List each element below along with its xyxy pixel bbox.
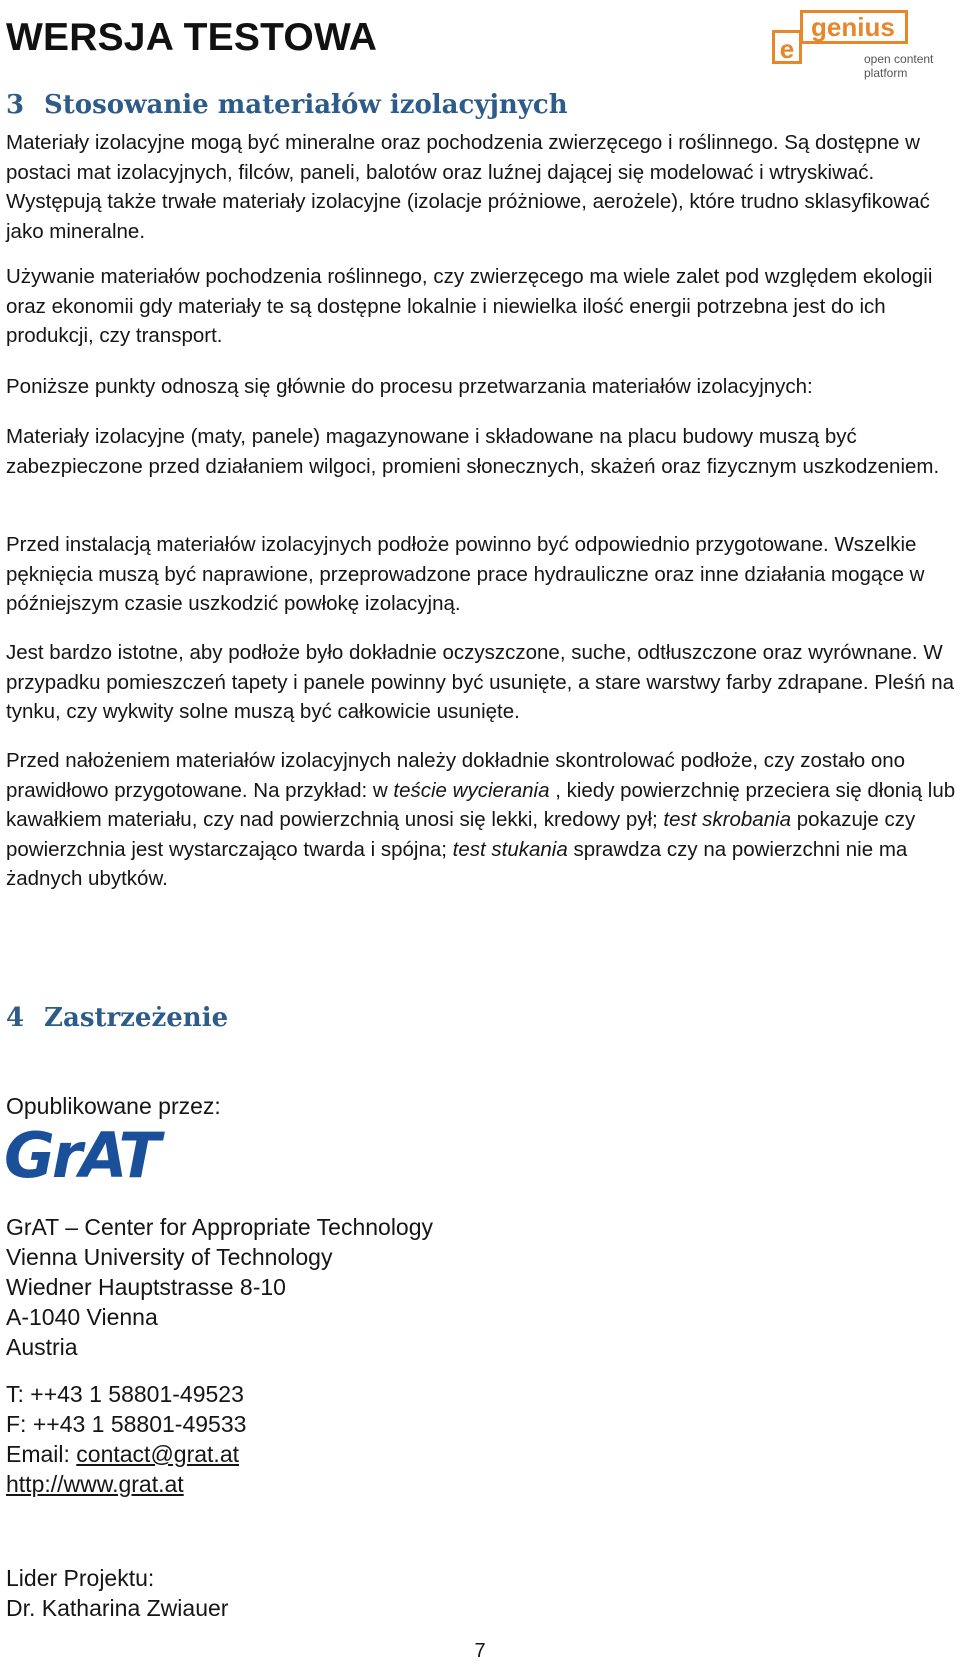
section-4-heading [6, 1003, 228, 1033]
phone: T: ++43 1 58801-49523 [6, 1381, 244, 1407]
logo-tagline: open content platform [864, 52, 934, 80]
email-label: Email: [6, 1441, 77, 1467]
paragraph: Używanie materiałów pochodzenia roślinnego, czy zwierzęcego ma wiele zalet pod względem ekologii oraz ekonomii gdy materiały te są dostępne lokalnie i niewielka ilość energii potrzebna jest do ich produkcji, czy transport. [6, 265, 933, 347]
text-run: , kiedy powierzchnię przeciera się dłonią lub kawałkiem materiału, czy nad powierzchnią unosi się lekki, kredowy pył; [6, 778, 956, 831]
section-number: 3 [6, 90, 25, 120]
section-title: Zastrzeżenie [44, 1003, 229, 1033]
paragraph: Materiały izolacyjne (maty, panele) magazynowane i składowane na placu budowy muszą być zabezpieczone przed działaniem wilgoci, promieni słonecznych, skażeń oraz fizycznym uszkodzeniem. [6, 425, 940, 478]
website-line [6, 1470, 184, 1498]
italic-term: test stukania [452, 837, 568, 861]
grat-logo: GrAT [4, 1119, 158, 1192]
logo-word: genius [800, 10, 908, 44]
paragraph-tests [6, 746, 956, 894]
address-line: Austria [6, 1334, 78, 1360]
watermark-title: WERSJA TESTOWA [6, 16, 378, 59]
paragraph: Materiały izolacyjne mogą być mineralne oraz pochodzenia zwierzęcego i roślinnego. Są dostępne w postaci mat izolacyjnych, filców, paneli, balotów oraz luźnej dającej się modelować i wtryskiwać. Występują także trwałe materiały izolacyjne (izolacje próżniowe, aerożele), które trudno sklasyfikować jako mineralne. [6, 131, 930, 243]
email-line [6, 1440, 239, 1468]
egenius-logo [772, 4, 956, 84]
address-line: Wiedner Hauptstrasse 8-10 [6, 1274, 286, 1300]
italic-term: teście wycierania [393, 778, 550, 802]
paragraph: Jest bardzo istotne, aby podłoże było dokładnie oczyszczone, suche, odtłuszczone oraz wyrównane. W przypadku pomieszczeń tapety i panele powinny być usunięte, a stare warstwy farby zdrapane. Pleśń na tynku, czy wykwity solne muszą być całkowicie usunięte. [6, 641, 955, 723]
section-3-heading [6, 90, 568, 120]
italic-term: test skrobania [663, 808, 792, 831]
paragraph: Poniższe punkty odnoszą się głównie do procesu przetwarzania materiałów izolacyjnych: [6, 375, 813, 398]
address-line: GrAT – Center for Appropriate Technology [6, 1214, 434, 1240]
logo-letter: e [772, 30, 802, 64]
section-title: Stosowanie materiałów izolacyjnych [44, 90, 568, 120]
paragraph: Przed instalacją materiałów izolacyjnych podłoże powinno być odpowiednio przygotowane. Wszelkie pęknięcia muszą być naprawione, przeprowadzone prace hydrauliczne oraz inne działania mogące w późniejszym czasie uszkodzić powłokę izolacyjną. [6, 533, 925, 615]
email-link[interactable]: contact@grat.at [76, 1441, 240, 1467]
address-line: Vienna University of Technology [6, 1244, 333, 1270]
page-number: 7 [474, 1640, 486, 1662]
fax: F: ++43 1 58801-49533 [6, 1411, 247, 1437]
text-run: Przed nałożeniem materiałów izolacyjnych należy dokładnie skontrolować podłoże, czy zostało ono prawidłowo przygotowane. Na przykład: w [6, 749, 906, 802]
text-run: pokazuje czy powierzchnia jest wystarczająco twarda i spójna; [6, 808, 916, 861]
project-leader-name: Dr. Katharina Zwiauer [6, 1595, 229, 1621]
text-run: sprawdza czy na powierzchni nie ma żadnych ubytków. [6, 837, 908, 890]
project-leader-label: Lider Projektu: [6, 1565, 155, 1591]
address-line: A-1040 Vienna [6, 1304, 158, 1330]
website-link[interactable]: http://www.grat.at [6, 1471, 184, 1497]
published-by-label: Opublikowane przez: [6, 1093, 221, 1119]
section-number: 4 [6, 1003, 25, 1033]
